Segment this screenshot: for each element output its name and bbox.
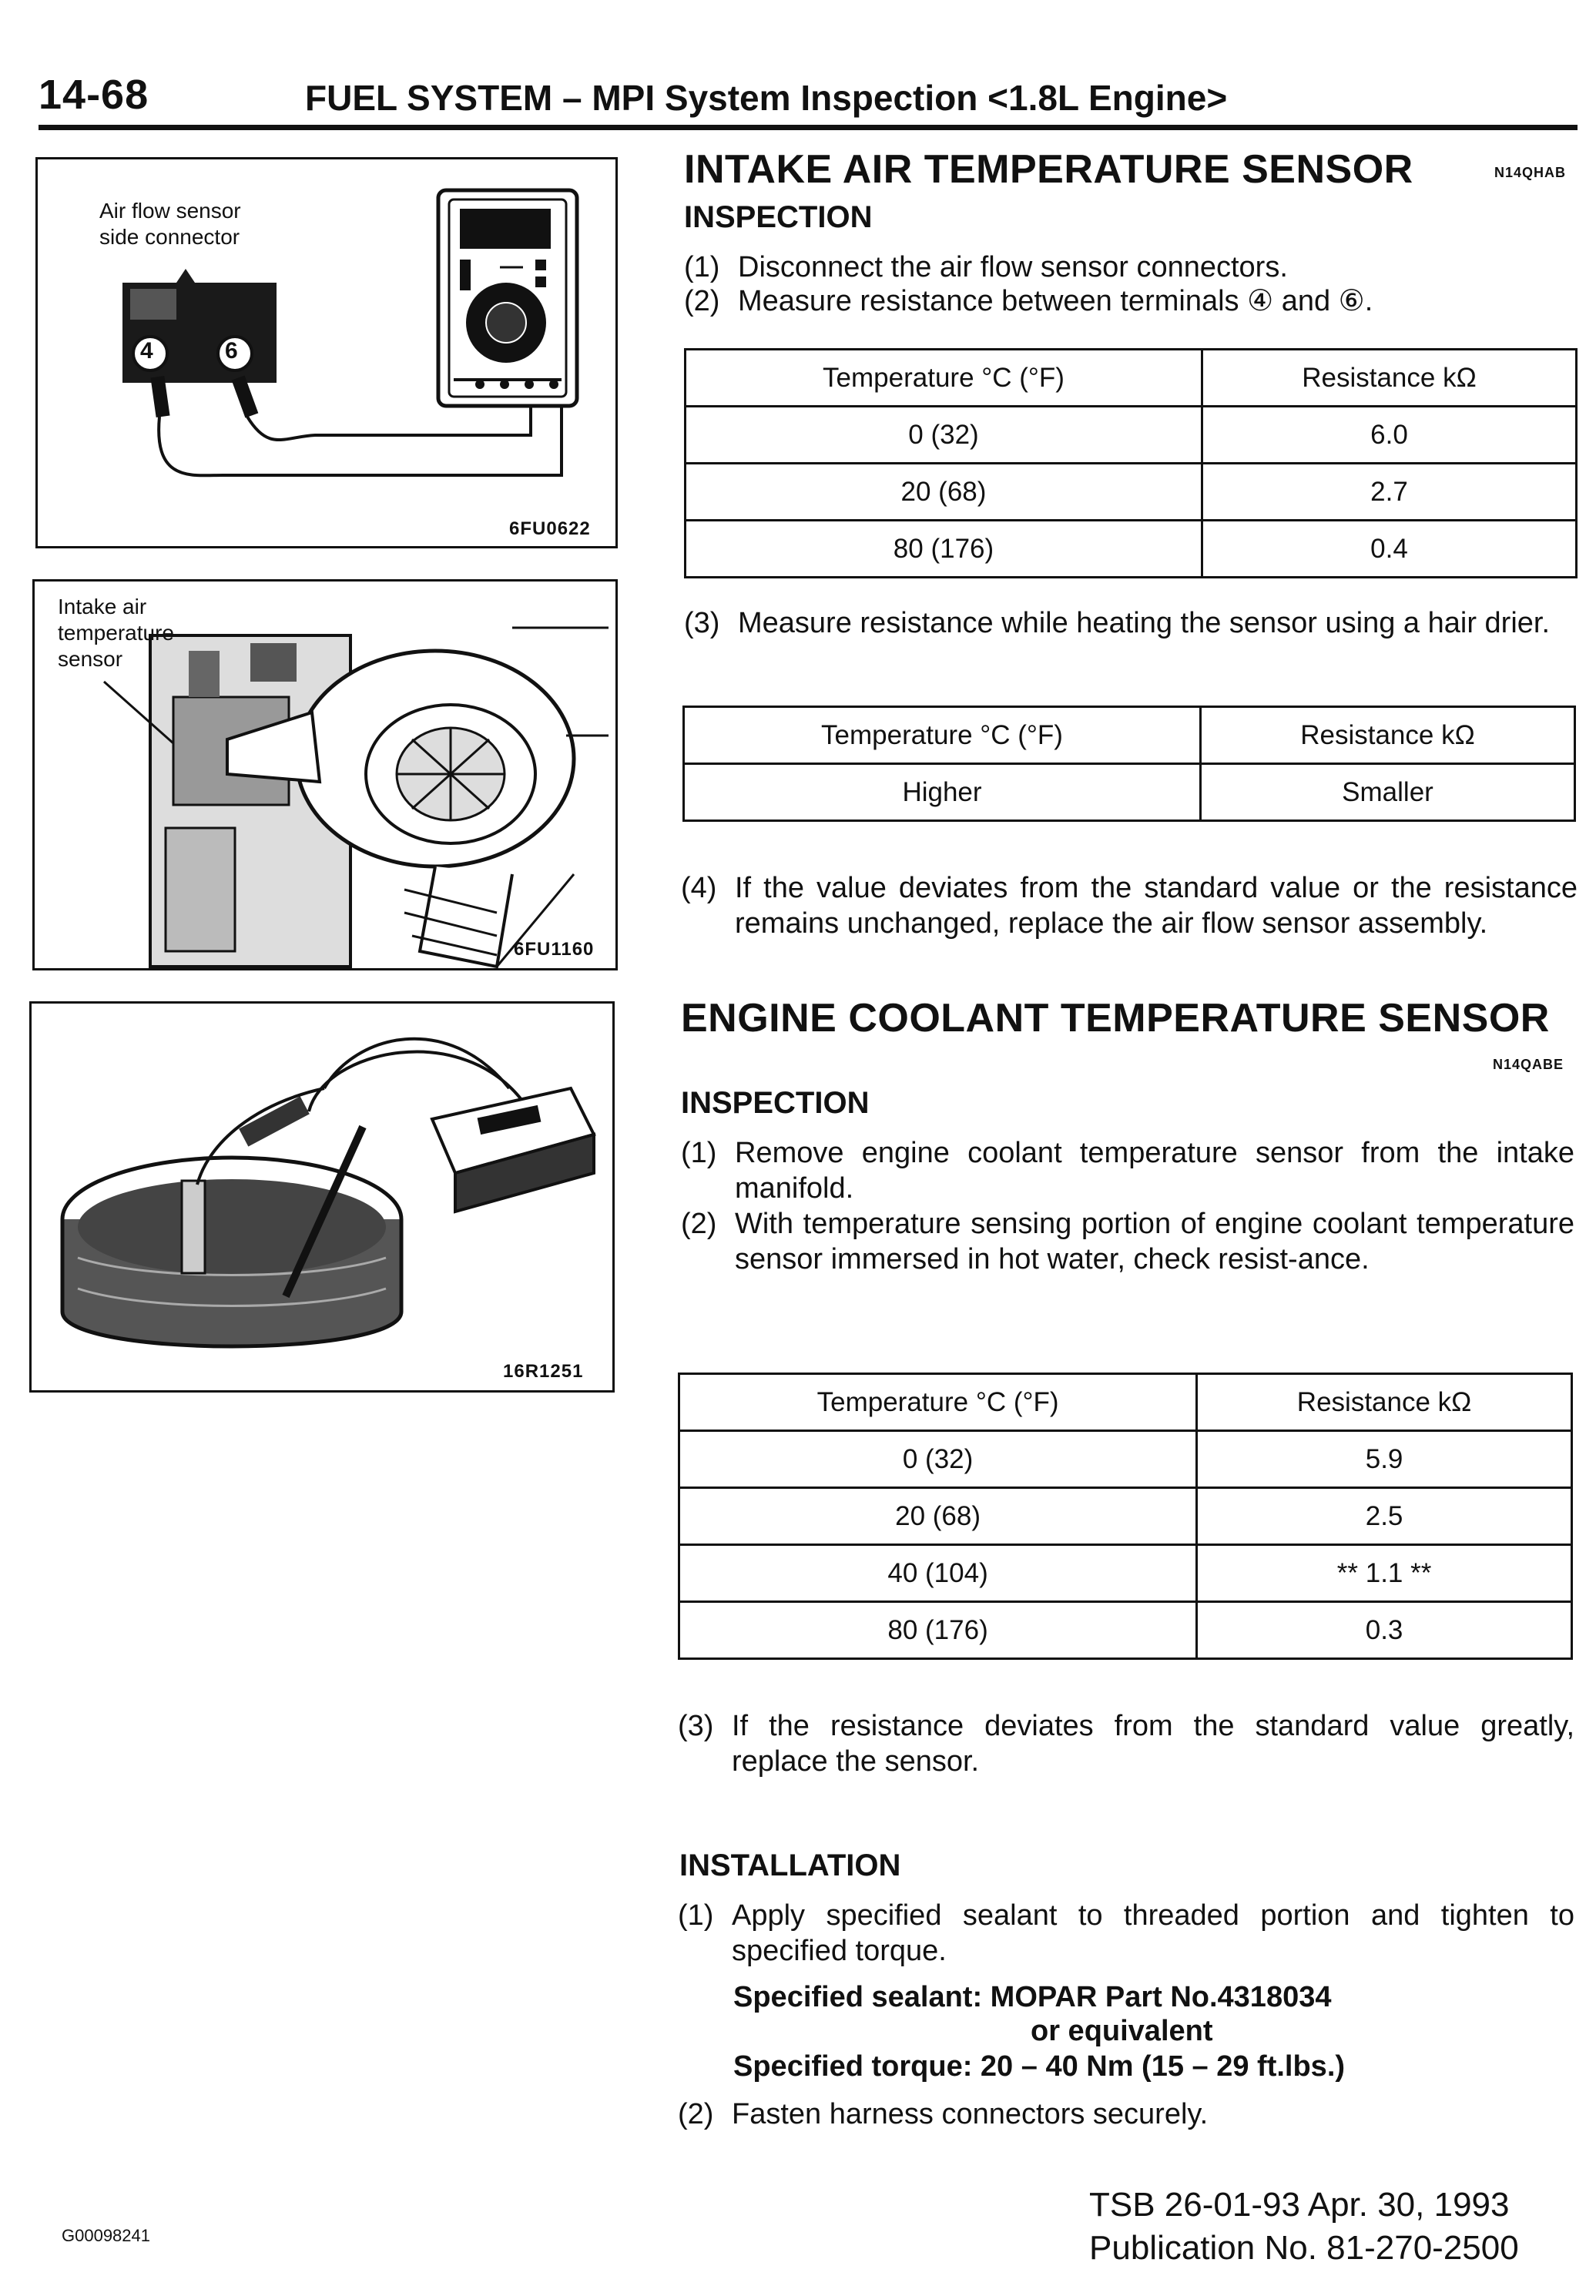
table-cell: 0 (32) (686, 407, 1202, 464)
terminal-4-label: 4 (140, 338, 153, 364)
table-row (686, 521, 1577, 578)
header-rule (39, 125, 1578, 130)
ect-section-code: N14QABE (1493, 1057, 1564, 1072)
iat-resistance-table (684, 348, 1578, 578)
table-cell: 20 (68) (686, 464, 1202, 521)
figure-air-flow-sensor-connector (35, 157, 618, 548)
table-cell: 0 (32) (679, 1431, 1197, 1488)
table-row (686, 464, 1577, 521)
ect-step-2: (2) With temperature sensing portion of engine coolant temperature sensor immersed in hot water, check resist-ance. (681, 1208, 1574, 1275)
specified-sealant-line-1: Specified sealant: MOPAR Part No.4318034 (733, 1981, 1332, 2013)
figure-code: 6FU1160 (514, 939, 595, 960)
table-row (686, 407, 1577, 464)
iat-heating-table (682, 706, 1576, 822)
page-title: FUEL SYSTEM – MPI System Inspection <1.8L Engine> (305, 78, 1228, 118)
table-cell: 80 (176) (686, 521, 1202, 578)
iat-step-1: (1) Disconnect the air flow sensor connectors. (684, 251, 1288, 283)
iat-inspection-heading: INSPECTION (684, 200, 873, 234)
ect-section-title: ENGINE COOLANT TEMPERATURE SENSOR (681, 996, 1550, 1041)
ect-resistance-table (678, 1373, 1573, 1660)
table-header-row (686, 350, 1577, 407)
table-header-cell: Temperature °C (°F) (684, 707, 1201, 764)
table-cell: 0.4 (1202, 521, 1576, 578)
document-id: G00098241 (62, 2226, 150, 2245)
iat-section-code: N14QHAB (1494, 165, 1567, 180)
table-cell: 2.5 (1197, 1488, 1572, 1545)
figure-code: 6FU0622 (509, 518, 591, 539)
table-header-cell: Temperature °C (°F) (679, 1374, 1197, 1431)
page-header (39, 71, 1578, 125)
figure-coolant-sensor-hot-water (29, 1001, 615, 1393)
table-header-row (684, 707, 1575, 764)
table-header-cell: Resistance kΩ (1197, 1374, 1572, 1431)
table-cell: 2.7 (1202, 464, 1576, 521)
installation-heading: INSTALLATION (679, 1849, 901, 1882)
table-row (679, 1431, 1572, 1488)
install-step-2: (2) Fasten harness connectors securely. (678, 2098, 1209, 2130)
table-cell: 20 (68) (679, 1488, 1197, 1545)
table-row (679, 1602, 1572, 1659)
table-row (679, 1488, 1572, 1545)
table-row (679, 1545, 1572, 1602)
hot-water-test-illustration (32, 1004, 612, 1390)
figure-intake-air-temperature-sensor (32, 579, 618, 970)
tsb-line: TSB 26-01-93 Apr. 30, 1993 (1089, 2186, 1510, 2224)
specified-sealant-line-2: or equivalent (1031, 2015, 1213, 2047)
table-cell: 0.3 (1197, 1602, 1572, 1659)
install-step-1: (1) Apply specified sealant to threaded portion and tighten to specified torque. (678, 1899, 1574, 1967)
intake-air-sensor-label: Intake air temperature sensor (58, 595, 174, 671)
table-header-row (679, 1374, 1572, 1431)
page-number: 14-68 (39, 72, 149, 118)
iat-step-3: (3) Measure resistance while heating the sensor using a hair drier. (684, 607, 1551, 639)
figure-code: 16R1251 (503, 1361, 584, 1382)
table-header-cell: Temperature °C (°F) (686, 350, 1202, 407)
ect-inspection-heading: INSPECTION (681, 1086, 870, 1120)
iat-step-4: (4) If the value deviates from the standard value or the resistance remains unchanged, replace the air flow sensor assembly. (681, 872, 1578, 940)
table-cell: 5.9 (1197, 1431, 1572, 1488)
table-cell: 80 (176) (679, 1602, 1197, 1659)
iat-section-title: INTAKE AIR TEMPERATURE SENSOR (684, 147, 1413, 192)
air-flow-sensor-label: Air flow sensor side connector (99, 199, 241, 249)
table-header-cell: Resistance kΩ (1200, 707, 1574, 764)
iat-step-2: (2) Measure resistance between terminals ④ and ⑥. (684, 285, 1373, 317)
ect-step-1: (1) Remove engine coolant temperature sensor from the intake manifold. (681, 1137, 1574, 1205)
table-row (684, 764, 1575, 821)
specified-torque: Specified torque: 20 – 40 Nm (15 – 29 ft.lbs.) (733, 2050, 1346, 2083)
table-cell: Smaller (1200, 764, 1574, 821)
table-cell: ** 1.1 ** (1197, 1545, 1572, 1602)
table-header-cell: Resistance kΩ (1202, 350, 1576, 407)
terminal-6-label: 6 (225, 338, 238, 364)
publication-line: Publication No. 81-270-2500 (1089, 2229, 1519, 2267)
table-cell: Higher (684, 764, 1201, 821)
ect-step-3: (3) If the resistance deviates from the standard value greatly, replace the sensor. (678, 1710, 1574, 1778)
table-cell: 6.0 (1202, 407, 1576, 464)
table-cell: 40 (104) (679, 1545, 1197, 1602)
